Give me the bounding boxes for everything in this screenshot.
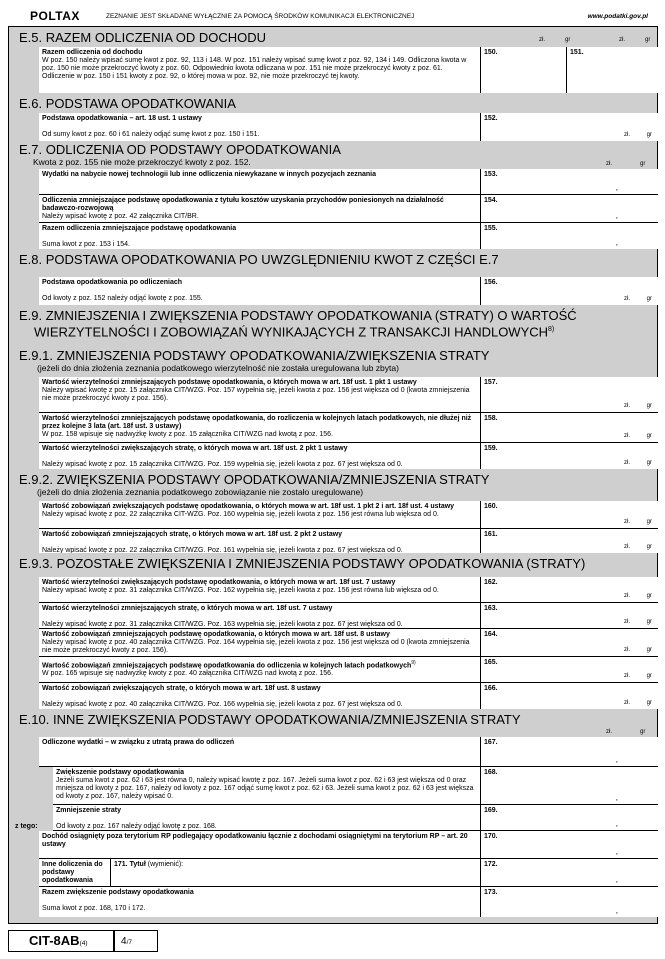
section-e8-title: E.8. PODSTAWA OPODATKOWANIA PO UWZGLĘDNIENIU KWOT Z CZĘŚCI E.7 [19,252,499,267]
section-e10-title: E.10. INNE ZWIĘKSZENIA PODSTAWY OPODATKOWANIA/ZMNIEJSZENIA STRATY [19,712,521,727]
page-total: /7 [126,939,132,946]
unit-zl: zł. [606,729,612,735]
e7-row-154: Odliczenia zmniejszające podstawę opodatkowania z tytułu kosztów uzyskania przychodów poniesionych na działalność badawczo-rozwojową Należy wpisać kwotę z poz. 42 załącznika CIT/BR. [39,195,481,223]
field-154[interactable]: 154. , [481,195,658,223]
field-173[interactable]: 173. , [481,887,658,917]
field-160[interactable]: 160. zł. gr [481,501,658,529]
field-164[interactable]: 164. zł. gr [481,629,658,657]
section-e7-subtitle: Kwota z poz. 155 nie może przekroczyć kwoty z poz. 152. [33,157,251,167]
unit-gr: gr [645,37,651,43]
form-header [8,4,658,26]
e92-row-161: Wartość zobowiązań zmniejszających stratę, o których mowa w art. 18f ust. 2 pkt 2 ustawy Należy wpisać kwotę z poz. 22 załącznika CIT/WZG. Poz. 161 wypełnia się, jeżeli kwota z poz. 67 jest większa od 0. [39,529,481,553]
page-number: 4 [121,936,127,947]
e91-row-159: Wartość wierzytelności zwiększających stratę, o których mowa w art. 18f ust. 2 pkt 1 ustawy Należy wpisać kwotę z poz. 15 załącznika CIT/WZG. Poz. 159 wypełnia się, jeżeli kwota z poz. 67 jest większa od 0. [39,443,481,469]
field-153[interactable]: 153. , [481,169,658,195]
unit-zl: zł. [539,37,545,43]
e6-label: Podstawa opodatkowania – art. 18 ust. 1 ustawy Od sumy kwot z poz. 60 i 61 należy odjąć sumę kwot z poz. 150 i 151. [39,113,481,141]
e10-row-169: Zmniejszenie straty Od kwoty z poz. 167 należy odjąć kwotę z poz. 168. [53,805,481,831]
section-e91-subtitle: (jeżeli do dnia złożenia zeznania podatkowego wierzytelność nie została uregulowana lub zbyta) [37,363,399,373]
field-169[interactable]: 169. , [481,805,658,831]
app-title: POLTAX [30,9,80,23]
field-167[interactable]: 167. , [481,737,658,767]
e5-label: Razem odliczenia od dochodu W poz. 150 należy wpisać sumę kwot z poz. 92, 113 i 148. W poz. 151 należy wpisać sumę kwot z poz. 92, 134 i 149. Odliczona kwota w poz. 150 nie może przekroczyć kwoty z poz. 60. Odpowiednio kwota odliczana w poz. 151 nie może przekroczyć kwoty z poz. 61. Odliczenie w poz. 150 i 151 kwoty z poz. 92, o której mowa w poz. 92, nie może przekroczyć tej kwoty. [39,47,481,93]
e92-row-160: Wartość zobowiązań zwiększających podstawę opodatkowania, o których mowa w art. 18f ust. 1 pkt 2 i art. 18f ust. 4 ustawy Należy wpisać kwotę z poz. 22 załącznika CIT-WZG. Poz. 160 wypełnia się, jeżeli kwota z poz. 156 jest równa lub większa od 0. [39,501,481,529]
tax-form-page [8,26,658,924]
e10-row-170: Dochód osiągnięty poza terytorium RP podlegający opodatkowaniu łącznie z dochodami osiągniętymi na terytorium RP – art. 20 ustawy [39,831,481,859]
field-165[interactable]: 165. zł. gr [481,657,658,683]
unit-gr: gr [640,729,646,735]
e93-row-164: Wartość zobowiązań zmniejszających podstawę opodatkowania, o których mowa w art. 18f ust. 8 ustawy Należy wpisać kwotę z poz. 40 załącznika CIT/WZG. Poz. 164 wypełnia się, jeżeli kwota z poz. 156 jest większa od 0 (kwota zmniejszenia nie może przekroczyć kwoty z poz. 156). [39,629,481,657]
e91-row-157: Wartość wierzytelności zmniejszających podstawę opodatkowania, o których mowa w art. 18f ust. 1 pkt 1 ustawy Należy wpisać kwotę z poz. 15 załącznika CIT/WZG. Poz. 157 wypełnia się, jeżeli kwota z poz. 156 jest większa od 0 (kwota zmniejszenia nie może przekroczyć kwoty z poz. 156). [39,377,481,413]
form-code: CIT-8AB(4) [29,933,88,948]
field-157[interactable]: 157. zł. gr [481,377,658,413]
section-e92-title: E.9.2. ZWIĘKSZENIA PODSTAWY OPODATKOWANIA/ZMNIEJSZENIA STRATY (jeżeli do dnia złożenia zeznania podatkowego zobowiązanie nie zostało uregulowane) [9,473,659,497]
e93-row-162: Wartość wierzytelności zwiększających podstawę opodatkowania, o których mowa w art. 18f ust. 7 ustawy Należy wpisać kwotę z poz. 31 załącznika CIT/WZG. Poz. 162 wypełnia się, jeżeli kwota z poz. 156 jest równa lub większa od 0. [39,577,481,603]
e10-row-168: Zwiększenie podstawy opodatkowania Jeżeli suma kwot z poz. 62 i 63 jest równa 0, należy wpisać kwotę z poz. 167. Jeżeli suma kwot z poz. 62 i 63 jest większa od 0 oraz mniejsza od kwoty z poz. 167, należy od kwoty z poz. 167 odjąć sumę kwot z poz. 62 i 63. Jeżeli suma kwot z poz. 62 i 63 jest większa od kwoty z poz. 167, należy wpisać 0. [53,767,481,805]
section-e93-title: E.9.3. POZOSTAŁE ZWIĘKSZENIA I ZMNIEJSZENIA PODSTAWY OPODATKOWANIA (STRATY) [19,556,586,571]
e7-row-153: Wydatki na nabycie nowej technologii lub inne odliczenia niewykazane w innych pozycjach zeznania [39,169,481,195]
field-168[interactable]: 168. , [481,767,658,805]
field-163[interactable]: 163. zł. gr [481,603,658,629]
unit-zl: zł. [606,161,612,167]
e93-row-163: Wartość wierzytelności zmniejszających stratę, o których mowa w art. 18f ust. 7 ustawy Należy wpisać kwotę z poz. 31 załącznika CIT/WZG. Poz. 163 wypełnia się, jeżeli kwota z poz. 67 jest większa od 0. [39,603,481,629]
e10-row-173: Razem zwiększenie podstawy opodatkowania Suma kwot z poz. 168, 170 i 172. [39,887,481,917]
unit-gr: gr [640,161,646,167]
field-152[interactable]: 152. zł. gr [481,113,658,141]
form-code-box [8,930,114,952]
field-170[interactable]: 170. , [481,831,658,859]
header-url[interactable]: www.podatki.gov.pl [587,13,648,20]
field-171-title[interactable]: 171. Tytuł (wymienić): [111,859,481,887]
field-159[interactable]: 159. zł. gr [481,443,658,469]
section-e6-title: E.6. PODSTAWA OPODATKOWANIA [19,96,236,111]
field-162[interactable]: 162. zł. gr [481,577,658,603]
unit-gr: gr [565,37,571,43]
e93-row-166: Wartość zobowiązań zwiększających stratę, o których mowa w art. 18f ust. 8 ustawy Należy wpisać kwotę z poz. 40 załącznika CIT/WZG. Poz. 166 wypełnia się, jeżeli kwota z poz. 67 jest większa od 0. [39,683,481,709]
section-e91-title: E.9.1. ZMNIEJSZENIA PODSTAWY OPODATKOWANIA/ZWIĘKSZENIA STRATY (jeżeli do dnia złożenia zeznania podatkowego wierzytelność nie została uregulowana lub zbyta) [9,349,659,373]
field-172[interactable]: 172. , [481,859,658,887]
field-155[interactable]: 155. , [481,223,658,249]
e8-label: Podstawa opodatkowania po odliczeniach Od kwoty z poz. 152 należy odjąć kwotę z poz. 155. [39,277,481,305]
e91-row-158: Wartość wierzytelności zmniejszających podstawę opodatkowania, do rozliczenia w kolejnych latach podatkowych, nie dłużej niż przez kolejne 3 lata (art. 18f ust. 3 ustawy) W poz. 158 wpisuje się nadwyżkę kwoty z poz. 15 załącznika CIT/WZG nad kwotą z poz. 156. [39,413,481,443]
unit-zl: zł. [619,37,625,43]
section-e92-subtitle: (jeżeli do dnia złożenia zeznania podatkowego zobowiązanie nie zostało uregulowane) [37,487,364,497]
field-151[interactable]: 151. [567,47,658,93]
field-150[interactable]: 150. [481,47,567,93]
section-e7-title: E.7. ODLICZENIA OD PODSTAWY OPODATKOWANIA Kwota z poz. 155 nie może przekroczyć kwoty z poz. 152. [9,143,659,167]
e93-row-165: Wartość zobowiązań zmniejszających podstawę opodatkowania do odliczenia w kolejnych latach podatkowych$^{9)}$ W poz. 165 wpisuje się nadwyżkę kwoty z poz. 40 załącznika CIT/WZG nad kwotą z poz. 156. [39,657,481,683]
field-166[interactable]: 166. zł. gr [481,683,658,709]
e10-row-167: Odliczone wydatki – w związku z utratą prawa do odliczeń [39,737,481,767]
field-161[interactable]: 161. zł. gr [481,529,658,553]
z-tego-label: z tego: [15,823,38,830]
header-note: ZEZNANIE JEST SKŁADANE WYŁĄCZNIE ZA POMOCĄ ŚRODKÓW KOMUNIKACJI ELEKTRONICZNEJ [106,13,415,20]
e10-row-172-label: Inne doliczenia do podstawy opodatkowania [39,859,111,887]
field-156[interactable]: 156. zł. gr [481,277,658,305]
section-e5-title: E.5. RAZEM ODLICZENIA OD DOCHODU [19,30,267,45]
section-e9-title: E.9. ZMNIEJSZENIA I ZWIĘKSZENIA PODSTAWY OPODATKOWANIA (STRATY) O WARTOŚĆ WIERZYTELNOŚCI I ZOBOWIĄZAŃ WYNIKAJĄCYCH Z TRANSAKCJI HANDLOWYCH$^{8)}$ [19,308,577,340]
e7-row-155: Razem odliczenia zmniejszające podstawę opodatkowania Suma kwot z poz. 153 i 154. [39,223,481,249]
field-158[interactable]: 158. zł. gr [481,413,658,443]
page-number-box [114,930,158,952]
